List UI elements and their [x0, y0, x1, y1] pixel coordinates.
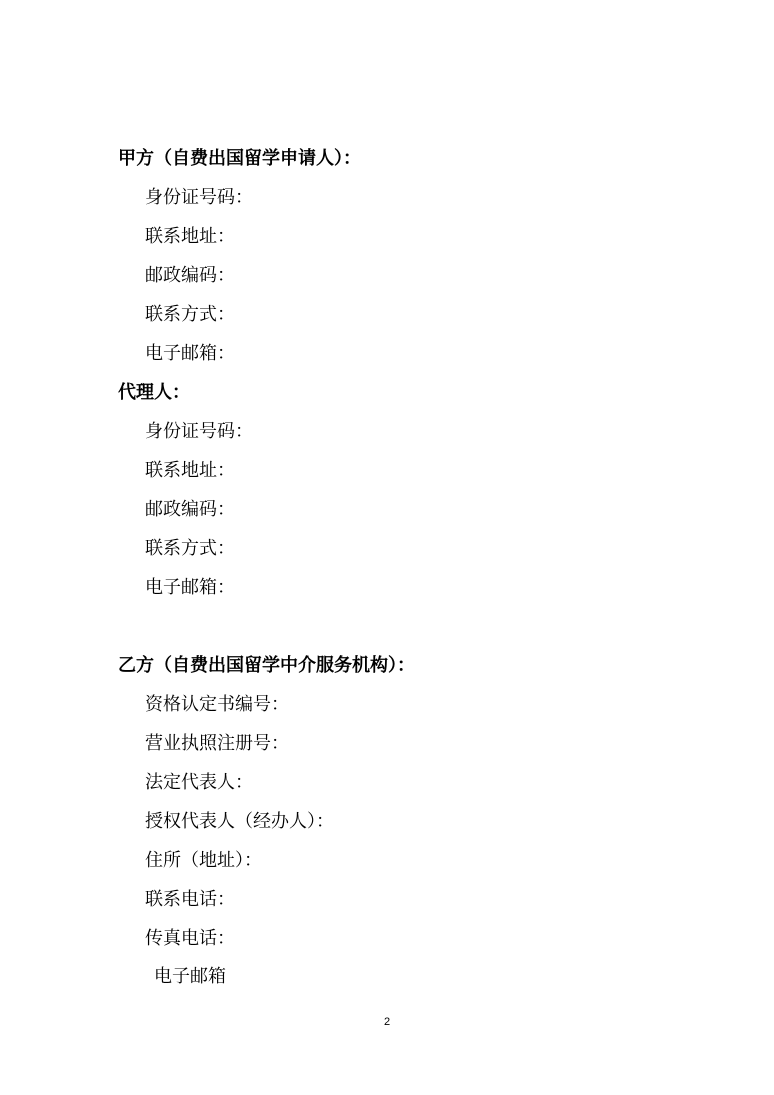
- party-b-email-label: 电子邮箱: [154, 966, 226, 987]
- party-b-heading: 乙方（自费出国留学中介服务机构）：: [118, 655, 415, 676]
- party-a-heading: 甲方（自费出国留学申请人）：: [118, 148, 361, 169]
- party-b-certificate-number-label: 资格认定书编号：: [145, 694, 289, 715]
- agent-address-label: 联系地址：: [145, 460, 235, 481]
- agent-id-number-label: 身份证号码：: [145, 421, 253, 442]
- party-b-address-label: 住所（地址）：: [145, 850, 262, 871]
- party-a-email-label: 电子邮箱：: [145, 343, 235, 364]
- agent-heading: 代理人：: [118, 382, 190, 403]
- agent-postcode-label: 邮政编码：: [145, 499, 235, 520]
- party-a-contact-label: 联系方式：: [145, 304, 235, 325]
- party-b-authorized-representative-label: 授权代表人（经办人）：: [145, 811, 334, 832]
- party-b-phone-label: 联系电话：: [145, 889, 235, 910]
- agent-contact-label: 联系方式：: [145, 538, 235, 559]
- party-a-id-number-label: 身份证号码：: [145, 187, 253, 208]
- party-a-postcode-label: 邮政编码：: [145, 265, 235, 286]
- page-number: 2: [383, 1016, 391, 1028]
- party-b-business-license-label: 营业执照注册号：: [145, 733, 289, 754]
- agent-email-label: 电子邮箱：: [145, 577, 235, 598]
- party-b-fax-label: 传真电话：: [145, 928, 235, 949]
- party-b-legal-representative-label: 法定代表人：: [145, 772, 253, 793]
- party-a-address-label: 联系地址：: [145, 226, 235, 247]
